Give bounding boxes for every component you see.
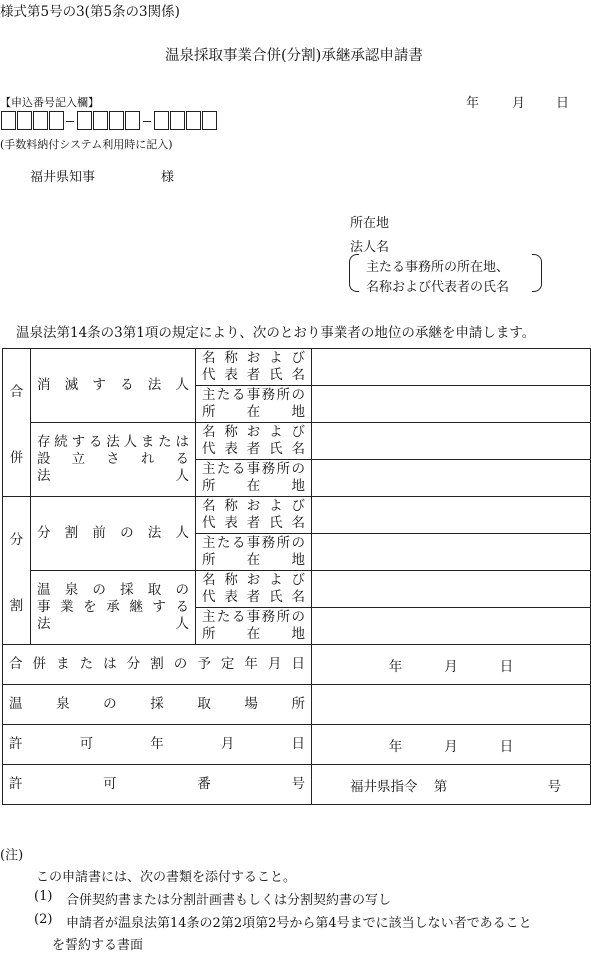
notes-item2-line2: を誓約する書面 (52, 938, 144, 953)
permit-number-field[interactable] (312, 765, 591, 805)
separator-dash (66, 121, 74, 122)
notes-header: (注) (0, 848, 24, 863)
intro-text: 温泉法第14条の3第1項の規定により、次のとおり事業者の地位の承継を申請します。 (16, 325, 536, 341)
notes-item1: 合併契約書または分割計画書もしくは分割契約書の写し (66, 893, 392, 908)
directive-text: 福井県指令 (350, 778, 418, 795)
date-day[interactable]: 日 (556, 96, 570, 111)
extinct-corp-name-field[interactable] (312, 349, 591, 386)
separator-dash (143, 121, 151, 122)
date-year[interactable]: 年 (466, 96, 480, 111)
succeeding-corp-label: 温泉の採取の 事業を承継する 法人 (31, 571, 196, 645)
digit-box[interactable] (154, 111, 169, 130)
application-number-label: 【申込番号記入欄】 (0, 96, 99, 109)
office-label: 主たる事務所の 所在地 (196, 608, 312, 645)
extinct-corp-office-field[interactable] (312, 386, 591, 423)
date-month[interactable]: 月 (512, 96, 526, 111)
applicant-note-line2: 名称および代表者の氏名 (366, 280, 510, 295)
applicant-corp-label: 法人名 (350, 240, 390, 255)
name-rep-label: 名称および 代表者氏名 (196, 571, 312, 608)
digit-box[interactable] (109, 111, 124, 130)
notes-item2-line1: 申請者が温泉法第14条の2第2項第2号から第4号までに該当しない者であること (66, 916, 532, 931)
name-rep-label: 名称および 代表者氏名 (196, 497, 312, 534)
location-field[interactable] (312, 685, 591, 725)
permit-number-label: 許可番号 (3, 765, 312, 805)
digit-box[interactable] (186, 111, 201, 130)
scheduled-date-label: 合併または分割の予定年月日 (3, 645, 312, 685)
succeeding-corp-office-field[interactable] (312, 608, 591, 645)
office-label: 主たる事務所の 所在地 (196, 460, 312, 497)
office-label: 主たる事務所の 所在地 (196, 534, 312, 571)
permit-date-label: 許可年月日 (3, 725, 312, 765)
notes-line1: この申請書には、次の書類を添付すること。 (36, 870, 297, 885)
left-bracket (349, 254, 359, 292)
digit-box[interactable] (1, 111, 16, 130)
surviving-corp-label: 存続する法人または 設立される 法人 (31, 423, 196, 497)
permit-date-field[interactable]: 年 月 日 (312, 725, 591, 765)
pre-split-corp-name-field[interactable] (312, 497, 591, 534)
addressee-honorific: 様 (161, 170, 175, 185)
notes-item1-num: (1) (34, 889, 53, 904)
extinct-corp-label: 消滅する法人 (31, 349, 196, 423)
pre-split-corp-office-field[interactable] (312, 534, 591, 571)
digit-box[interactable] (49, 111, 64, 130)
digit-box[interactable] (33, 111, 48, 130)
name-rep-label: 名称および 代表者氏名 (196, 423, 312, 460)
page-title: 温泉採取事業合併(分割)承継承認申請書 (165, 48, 423, 64)
split-label: 分 割 (3, 497, 31, 645)
application-table (2, 348, 591, 805)
digit-box[interactable] (170, 111, 185, 130)
form-number: 様式第5号の3(第5条の3関係) (0, 4, 180, 20)
scheduled-date-field[interactable]: 年 月 日 (312, 645, 591, 685)
digit-box[interactable] (202, 111, 217, 130)
digit-box[interactable] (125, 111, 140, 130)
surviving-corp-name-field[interactable] (312, 423, 591, 460)
digit-box[interactable] (93, 111, 108, 130)
application-number-note: (手数料納付システム利用時に記入) (0, 138, 173, 151)
merger-label: 合 併 (3, 349, 31, 497)
addressee-name: 福井県知事 (30, 170, 96, 185)
name-rep-label: 名称および 代表者氏名 (196, 349, 312, 386)
applicant-address-label: 所在地 (350, 216, 390, 231)
succeeding-corp-name-field[interactable] (312, 571, 591, 608)
location-label: 温泉の採取場所 (3, 685, 312, 725)
notes-item2-num: (2) (34, 912, 53, 927)
digit-box[interactable] (77, 111, 92, 130)
dai-text: 第 (433, 778, 448, 795)
applicant-note-line1: 主たる事務所の所在地、 (366, 260, 510, 275)
right-bracket (532, 254, 542, 292)
pre-split-corp-label: 分割前の法人 (31, 497, 196, 571)
digit-box[interactable] (17, 111, 32, 130)
surviving-corp-office-field[interactable] (312, 460, 591, 497)
go-text: 号 (547, 778, 562, 795)
office-label: 主たる事務所の 所在地 (196, 386, 312, 423)
